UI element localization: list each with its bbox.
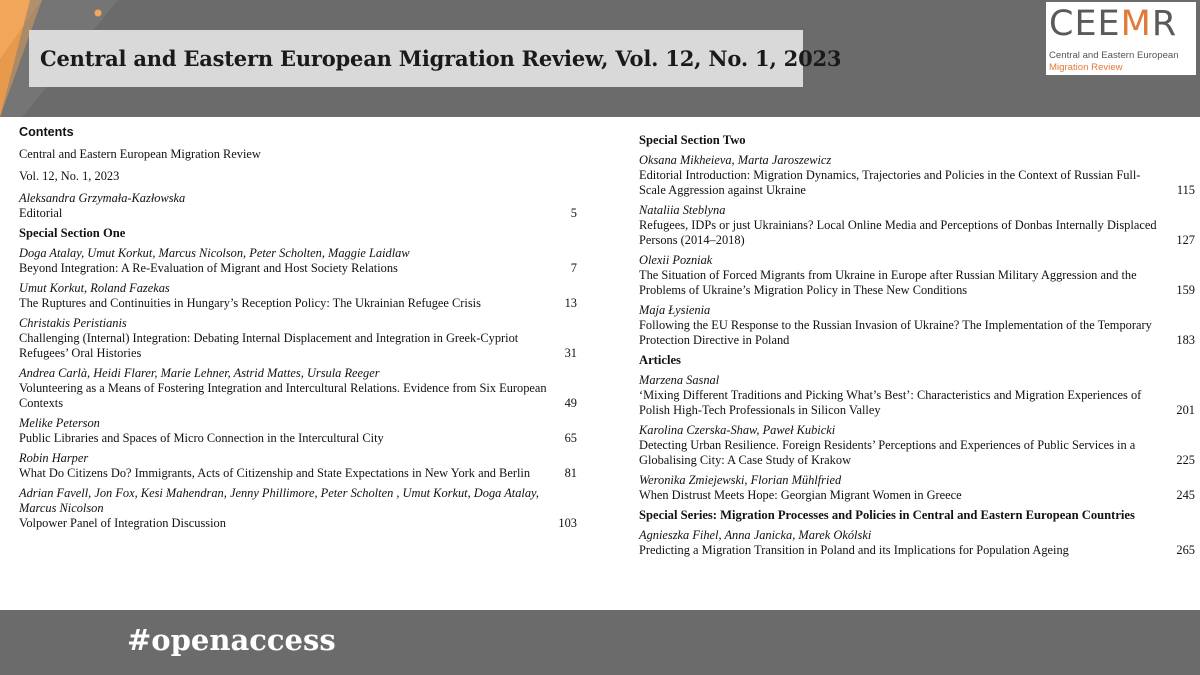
entry-title: The Ruptures and Continuities in Hungary’s Reception Policy: The Ukrainian Refugee Crisis <box>19 296 481 310</box>
entry-page: 103 <box>558 516 577 530</box>
page-title: Central and Eastern European Migration Review, Vol. 12, No. 1, 2023 <box>40 46 842 71</box>
entry-title: When Distrust Meets Hope: Georgian Migrant Women in Greece <box>639 488 962 502</box>
entry-authors: Doga Atalay, Umut Korkut, Marcus Nicolson, Peter Scholten, Maggie Laidlaw <box>19 246 410 260</box>
toc-entry <box>19 246 577 276</box>
toc-entry <box>19 416 577 446</box>
toc-entry <box>639 423 1195 468</box>
toc-entry <box>19 451 577 481</box>
entry-title: Public Libraries and Spaces of Micro Connection in the Intercultural City <box>19 431 384 445</box>
toc-entry <box>19 281 577 311</box>
entry-authors: Umut Korkut, Roland Fazekas <box>19 281 170 295</box>
footer-bar <box>0 610 1200 675</box>
entry-authors: Melike Peterson <box>19 416 100 430</box>
entry-authors: Andrea Carlà, Heidi Flarer, Marie Lehner, Astrid Mattes, Ursula Reeger <box>19 366 380 380</box>
toc-entry <box>639 528 1195 558</box>
entry-page: 225 <box>1176 453 1195 467</box>
header-bar <box>0 0 1200 117</box>
entry-page: 49 <box>564 396 577 410</box>
contents-heading: Contents <box>19 125 74 139</box>
openaccess-hashtag: #openaccess <box>127 623 336 657</box>
entry-title: Volpower Panel of Integration Discussion <box>19 516 226 530</box>
section-two-heading: Special Section Two <box>639 133 746 147</box>
entry-authors: Adrian Favell, Jon Fox, Kesi Mahendran, Jenny Phillimore, Peter Scholten , Umut Korkut, Doga Atalay, Marcus Nicolson <box>19 486 539 515</box>
entry-authors: Karolina Czerska-Shaw, Paweł Kubicki <box>639 423 836 437</box>
entry-page: 201 <box>1176 403 1195 417</box>
logo-wordmark: CEEMR <box>1049 4 1178 44</box>
entry-page: 65 <box>564 431 577 445</box>
toc-entry <box>639 473 1195 503</box>
entry-page: 31 <box>564 346 577 360</box>
toc-entry <box>639 253 1195 298</box>
special-series-heading: Special Series: Migration Processes and Policies in Central and Eastern European Countries <box>639 508 1135 522</box>
toc-entry <box>19 316 577 361</box>
entry-authors: Aleksandra Grzymała-Kazłowska <box>19 191 186 205</box>
toc-entry <box>639 303 1195 348</box>
articles-heading: Articles <box>639 353 681 367</box>
entry-title: Detecting Urban Resilience. Foreign Residents’ Perceptions and Experiences of Public Services in a Globalising City: A Case Study of Krakow <box>639 438 1136 467</box>
entry-authors: Olexii Pozniak <box>639 253 713 267</box>
entry-authors: Agnieszka Fihel, Anna Janicka, Marek Okólski <box>639 528 872 542</box>
title-banner <box>29 30 842 87</box>
toc-entry <box>639 153 1195 198</box>
entry-authors: Maja Łysienia <box>639 303 711 317</box>
entry-page: 159 <box>1176 283 1195 297</box>
entry-title: Challenging (Internal) Integration: Debating Internal Displacement and Integration in Greek-Cypriot Refugees’ Oral Histories <box>19 331 519 360</box>
entry-authors: Christakis Peristianis <box>19 316 127 330</box>
logo-line-2: Migration Review <box>1049 62 1123 73</box>
entry-page: 5 <box>570 206 577 220</box>
entry-title: Following the EU Response to the Russian Invasion of Ukraine? The Implementation of the Temporary Protection Directive in Poland <box>639 318 1152 347</box>
entry-authors: Weronika Zmiejewski, Florian Mühlfried <box>639 473 842 487</box>
entry-authors: Oksana Mikheieva, Marta Jaroszewicz <box>639 153 832 167</box>
entry-title: ‘Mixing Different Traditions and Picking What’s Best’: Characteristics and Migration Experiences of Polish High-Tech Professionals in Silicon Valley <box>639 388 1142 417</box>
logo-line-1: Central and Eastern European <box>1049 50 1179 61</box>
entry-authors: Marzena Sasnal <box>639 373 720 387</box>
section-one-heading: Special Section One <box>19 226 126 240</box>
entry-title: Beyond Integration: A Re-Evaluation of Migrant and Host Society Relations <box>19 261 398 275</box>
entry-title: What Do Citizens Do? Immigrants, Acts of Citizenship and State Expectations in New York and Berlin <box>19 466 531 480</box>
entry-authors: Robin Harper <box>19 451 89 465</box>
entry-page: 127 <box>1176 233 1195 247</box>
entry-title: Refugees, IDPs or just Ukrainians? Local Online Media and Perceptions of Donbas Internally Displaced Persons (2014–2018) <box>639 218 1157 247</box>
entry-page: 115 <box>1176 183 1195 197</box>
entry-page: 13 <box>564 296 577 310</box>
toc-entry <box>19 366 577 411</box>
toc-entry <box>639 373 1195 418</box>
entry-page: 245 <box>1176 488 1195 502</box>
entry-title: Predicting a Migration Transition in Poland and its Implications for Population Ageing <box>639 543 1069 557</box>
entry-authors: Nataliia Steblyna <box>639 203 726 217</box>
ceemr-logo <box>1046 2 1196 75</box>
toc-entry-editorial <box>19 191 577 221</box>
issue-number: Vol. 12, No. 1, 2023 <box>19 169 120 183</box>
entry-title: The Situation of Forced Migrants from Ukraine in Europe after Russian Military Aggression and the Problems of Ukraine’s Migration Policy in These New Conditions <box>639 268 1137 297</box>
contents-right-column <box>639 133 1195 563</box>
entry-page: 183 <box>1176 333 1195 347</box>
entry-title: Editorial Introduction: Migration Dynamics, Trajectories and Policies in the Context of Russian Full-Scale Aggression against Ukraine <box>639 168 1141 197</box>
entry-title: Editorial <box>19 206 63 220</box>
contents-left-column <box>19 125 577 536</box>
journal-name: Central and Eastern European Migration Review <box>19 147 261 161</box>
entry-page: 265 <box>1176 543 1195 557</box>
entry-title: Volunteering as a Means of Fostering Integration and Intercultural Relations. Evidence from Six European Contexts <box>19 381 547 410</box>
toc-entry <box>639 203 1195 248</box>
toc-entry <box>19 486 577 531</box>
entry-page: 7 <box>570 261 577 275</box>
entry-page: 81 <box>564 466 577 480</box>
